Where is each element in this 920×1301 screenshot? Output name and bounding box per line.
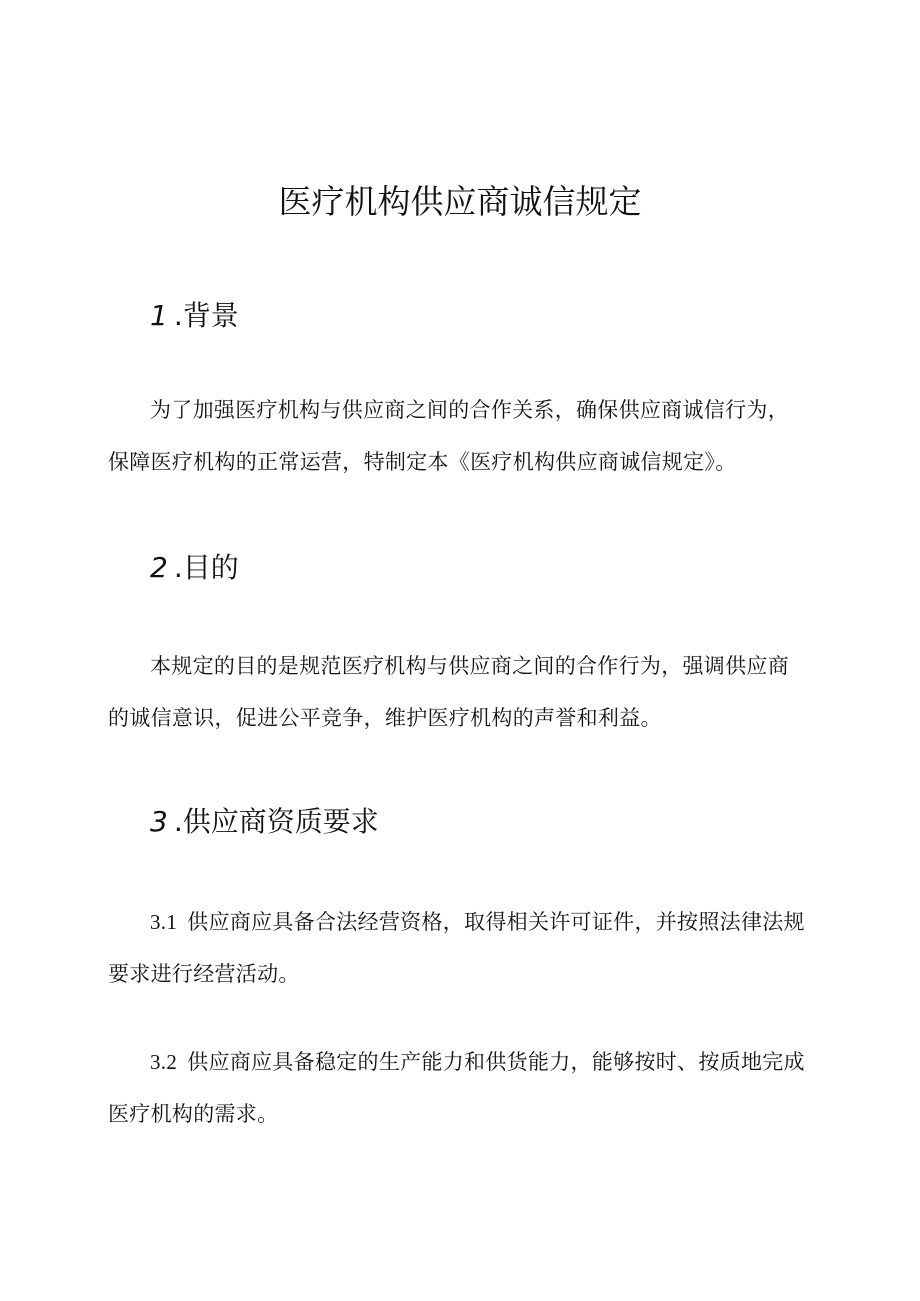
section-heading-purpose — [150, 546, 239, 590]
section-paragraph-purpose: 本规定的目的是规范医疗机构与供应商之间的合作行为，强调供应商的诚信意识，促进公平竞争，维护医疗机构的声誉和利益。 — [108, 654, 789, 730]
section-number: 2 — [150, 551, 168, 584]
section-number: 1 — [150, 299, 168, 332]
clause-text: 供应商应具备稳定的生产能力和供货能力，能够按时、按质地完成医疗机构的需求。 — [108, 1050, 805, 1126]
section-number: 3 — [150, 805, 168, 838]
clause-number: 3.1 — [150, 910, 178, 934]
document-title: 医疗机构供应商诚信规定 — [278, 182, 642, 221]
section-heading-text: .目的 — [173, 551, 239, 584]
section-heading-text: .背景 — [173, 299, 239, 332]
clause-number: 3.2 — [150, 1050, 178, 1074]
section-heading-qualification — [150, 800, 379, 844]
section-heading-text: .供应商资质要求 — [173, 805, 379, 838]
section-paragraph-background: 为了加强医疗机构与供应商之间的合作关系，确保供应商诚信行为，保障医疗机构的正常运营，特制定本《医疗机构供应商诚信规定》。 — [108, 398, 789, 474]
clause-text: 供应商应具备合法经营资格，取得相关许可证件，并按照法律法规要求进行经营活动。 — [108, 910, 805, 986]
clause-3-2 — [108, 1036, 808, 1140]
clause-3-1 — [108, 896, 808, 1000]
section-heading-background — [150, 294, 239, 338]
